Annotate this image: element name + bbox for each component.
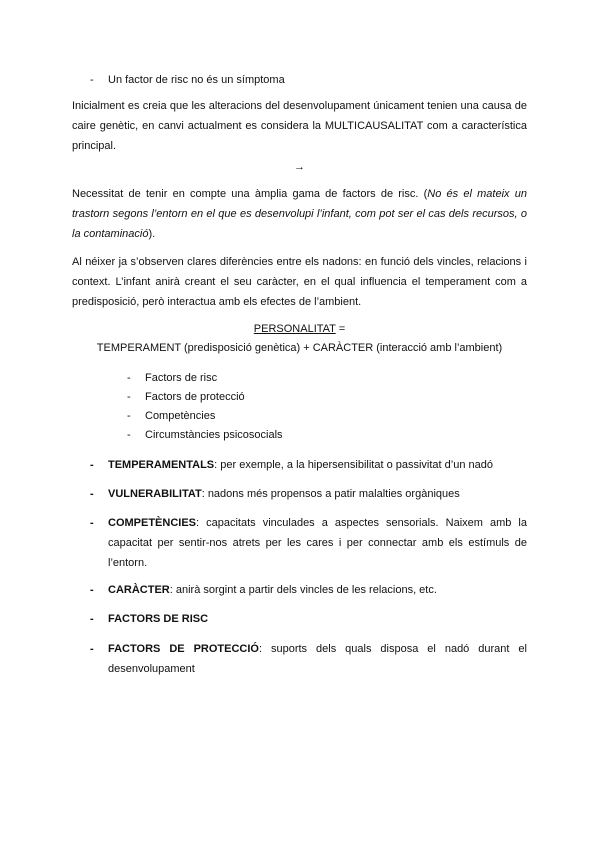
paragraph-factors-risc-italic: No és el mateix un trastorn segons l’entorn en el que es desenvolupi l’infant, com pot ser el cas dels recursos, o la contaminació [72,188,527,240]
definition-text: : per exemple, a la hipersensibilitat o passivitat d’un nadó [214,459,493,471]
sub-list-dash: - [127,372,131,384]
paragraph-factors-risc-text: Necessitat de tenir en compte una àmplia gama de factors de risc. ( [72,188,428,200]
definition-text: : anirà sorgint a partir dels vincles de les relacions, etc. [169,584,437,596]
definition-text: : capacitats vinculades a aspectes sensorials. Naixem amb la capacitat per sentir-nos atrets per les cares i per connectar amb els estímuls de l’entorn. [108,517,527,569]
definition-dash: - [90,584,94,596]
personalitat-heading [72,319,527,339]
definition-dash: - [90,517,94,529]
sub-list-item: Factors de risc [145,372,218,384]
sub-list-dash: - [127,429,131,441]
definition-dash: - [90,459,94,471]
definition-item [108,609,527,629]
definition-term: VULNERABILITAT [108,488,202,500]
sub-list-dash: - [127,410,131,422]
personalitat-title: PERSONALITAT [253,323,336,335]
top-bullet-text: Un factor de risc no és un símptoma [108,74,285,86]
paragraph-factors-risc-close: ). [148,228,156,240]
definition-term: COMPETÈNCIES [108,517,197,529]
paragraph-multicausalitat: Inicialment es creia que les alteracions del desenvolupament únicament tenien una causa de caire genètic, en canvi actualment es considera la MULTICAUSALITAT com a característica principal. [72,100,527,152]
definition-term: TEMPERAMENTALS [108,459,215,471]
paragraph-factors-risc [72,184,527,244]
arrow-symbol: → [294,161,305,173]
paragraph-neixer: Al néixer ja s’observen clares diferències entre els nadons: en funció dels vincles, relacions i context. L’infant anirà creant el seu caràcter, en el qual influencia el temperament com a predisposició, però interactua amb els efectes de l’ambient. [72,256,527,308]
definition-term: FACTORS DE PROTECCIÓ [108,643,259,655]
definition-dash: - [90,613,94,625]
definition-dash: - [90,643,94,655]
definition-dash: - [90,488,94,500]
definition-item [108,580,527,600]
sub-list-dash: - [127,391,131,403]
sub-list-item: Factors de protecció [145,391,245,403]
definition-item [108,484,527,504]
definition-text: : nadons més propensos a patir malalties orgàniques [201,488,460,500]
definition-term: FACTORS DE RISC [108,613,209,625]
personalitat-formula: TEMPERAMENT (predisposició genètica) + CARÀCTER (interacció amb l’ambient) [96,342,503,354]
personalitat-equals: = [335,323,346,335]
definition-text: : suports dels quals disposa el nadó durant el desenvolupament [108,643,527,675]
sub-list-item: Competències [145,410,216,422]
definition-item [108,455,527,475]
sub-list-item: Circumstàncies psicosocials [145,429,283,441]
bullet-dash: - [90,74,94,86]
definition-item [108,513,527,573]
definition-term: CARÀCTER [108,584,170,596]
definition-item [108,639,527,679]
